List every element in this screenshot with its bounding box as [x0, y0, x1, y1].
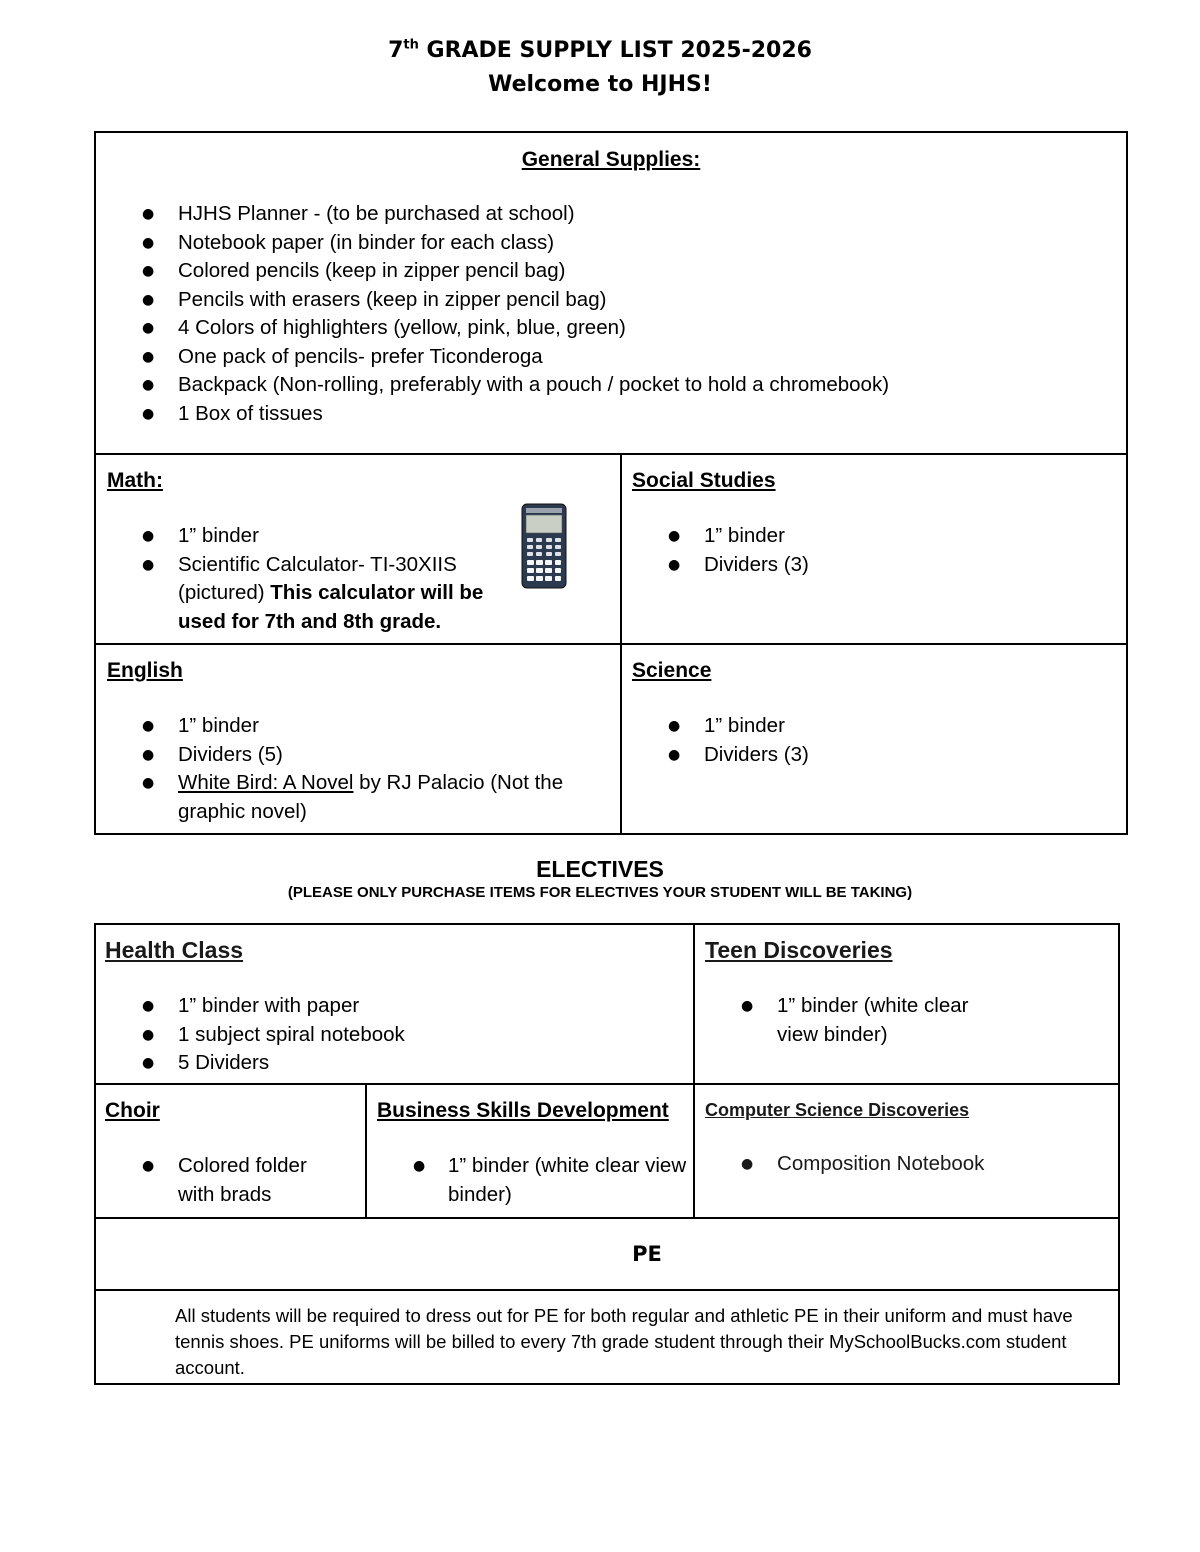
- computer-science-cell: [694, 1084, 1119, 1218]
- book-title: White Bird: A Novel: [178, 771, 354, 794]
- core-supplies-table: [94, 131, 1128, 835]
- computer-science-heading: Computer Science Discoveries: [705, 1100, 970, 1120]
- english-cell: [95, 644, 621, 834]
- page-title: 7th GRADE SUPPLY LIST 2025-2026: [388, 37, 812, 63]
- business-skills-list: [367, 1152, 693, 1209]
- health-class-heading: Health Class: [105, 937, 244, 963]
- list-item: ● Colored pencils (keep in zipper pencil bag): [96, 257, 1126, 286]
- science-list: [622, 712, 1126, 769]
- list-item: ● 1” binder: [622, 712, 1126, 741]
- science-cell: [621, 644, 1127, 834]
- list-item: ● 1” binder with paper: [96, 992, 693, 1021]
- list-item: ● Backpack (Non-rolling, preferably with a pouch / pocket to hold a chromebook): [96, 371, 1126, 400]
- english-heading: English: [107, 659, 183, 682]
- list-item: ● One pack of pencils- prefer Ticonderoga: [96, 343, 1126, 372]
- business-skills-heading: Business Skills Development: [377, 1099, 669, 1122]
- list-item: ● Notebook paper (in binder for each class): [96, 229, 1126, 258]
- social-studies-cell: [621, 454, 1127, 644]
- list-item: ● Composition Notebook: [695, 1150, 1118, 1179]
- computer-science-list: [695, 1150, 1118, 1179]
- teen-discoveries-heading: Teen Discoveries: [705, 937, 893, 963]
- math-heading: Math:: [107, 469, 163, 492]
- health-class-cell: [95, 924, 694, 1084]
- pe-heading-cell: [95, 1218, 1119, 1290]
- list-item: ● 1” binder: [96, 712, 620, 741]
- list-item: ● White Bird: A Novel by RJ Palacio (Not the graphic novel): [96, 769, 620, 826]
- teen-discoveries-list: [695, 992, 1015, 1049]
- teen-discoveries-cell: [694, 924, 1119, 1084]
- general-supplies-cell: [95, 132, 1127, 454]
- pe-heading: PE: [632, 1242, 662, 1266]
- math-cell: [95, 454, 621, 644]
- list-item: ● 5 Dividers: [96, 1049, 693, 1078]
- social-studies-heading: Social Studies: [632, 469, 776, 492]
- electives-subtitle: (PLEASE ONLY PURCHASE ITEMS FOR ELECTIVES YOUR STUDENT WILL BE TAKING): [287, 884, 913, 901]
- list-item: ● Dividers (3): [622, 741, 1126, 770]
- list-item: ● 1” binder: [622, 522, 1126, 551]
- health-class-list: [96, 992, 693, 1078]
- calculator-icon: [520, 503, 568, 589]
- list-item: ● 1” binder (white clear view binder): [367, 1152, 693, 1209]
- business-skills-cell: [366, 1084, 694, 1218]
- choir-heading: Choir: [105, 1099, 160, 1122]
- social-studies-list: [622, 522, 1126, 579]
- pe-info-cell: [95, 1290, 1119, 1384]
- choir-list: [96, 1152, 346, 1209]
- english-list: [96, 712, 620, 826]
- list-item: ● Colored folder with brads: [96, 1152, 346, 1209]
- list-item: ● 1 subject spiral notebook: [96, 1021, 693, 1050]
- page-subtitle: Welcome to HJHS!: [488, 72, 712, 97]
- list-item: ● HJHS Planner - (to be purchased at school): [96, 200, 1126, 229]
- list-item: ● 1” binder: [96, 522, 496, 551]
- list-item: ● 1” binder (white clear view binder): [695, 992, 1015, 1049]
- list-item: ● Dividers (3): [622, 551, 1126, 580]
- general-supplies-list: [96, 200, 1126, 428]
- list-item: ● Pencils with erasers (keep in zipper pencil bag): [96, 286, 1126, 315]
- electives-table: [94, 923, 1120, 1385]
- math-list: [96, 522, 496, 636]
- pe-info-text: All students will be required to dress out for PE for both regular and athletic PE in their uniform and must have tennis shoes. PE uniforms will be billed to every 7th grade student through their MySchoolBucks.com student account.: [175, 1305, 1073, 1378]
- choir-cell: [95, 1084, 366, 1218]
- electives-title: ELECTIVES: [536, 856, 664, 882]
- list-item: ● 4 Colors of highlighters (yellow, pink, blue, green): [96, 314, 1126, 343]
- science-heading: Science: [632, 659, 712, 682]
- general-supplies-heading: General Supplies:: [521, 148, 701, 171]
- list-item: ● Scientific Calculator- TI-30XIIS (pictured) This calculator will be used for 7th and 8th grade.: [96, 551, 496, 637]
- list-item: ● 1 Box of tissues: [96, 400, 1126, 429]
- list-item: ● Dividers (5): [96, 741, 620, 770]
